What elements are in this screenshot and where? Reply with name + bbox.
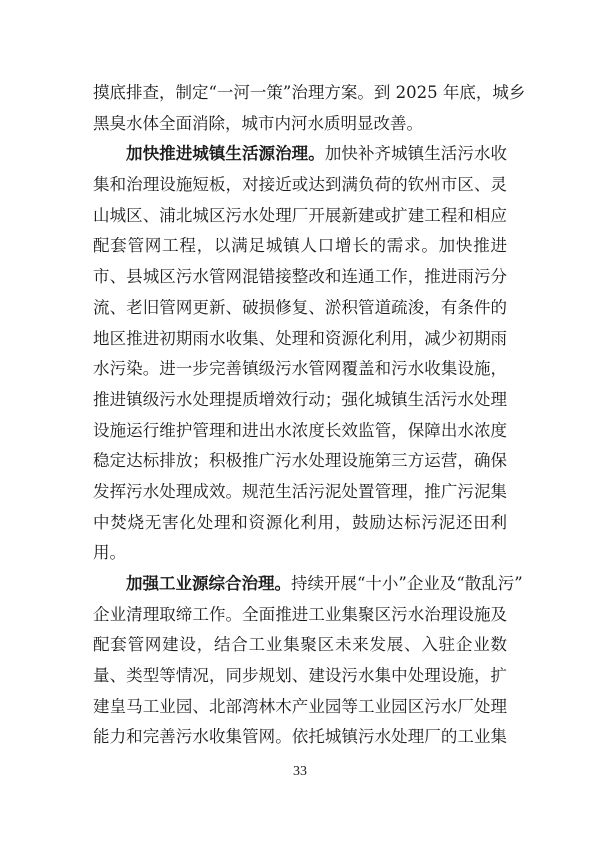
text-line: 配套管网工程，以满足城镇人口增长的需求。加快推进 bbox=[93, 236, 507, 256]
paragraph-black-odorous-water bbox=[93, 78, 526, 139]
text-line: 水污染。进一步完善镇级污水管网覆盖和污水收集设施， bbox=[93, 359, 507, 379]
text-line: 用。 bbox=[93, 543, 126, 563]
heading-rest-text: 持续开展“十小”企业及“散乱污” bbox=[291, 574, 523, 593]
paragraph-industrial-source bbox=[93, 569, 523, 753]
heading-rest-text: 加快补齐城镇生活污水收 bbox=[324, 144, 508, 164]
text-line: 建皇马工业园、北部湾林木产业园等工业园区污水厂处理 bbox=[93, 696, 507, 716]
paragraph-urban-domestic-source bbox=[93, 139, 507, 569]
text-line: 地区推进初期雨水收集、处理和资源化利用，减少初期雨 bbox=[93, 328, 507, 348]
text-line: 发挥污水处理成效。规范生活污泥处置管理，推广污泥集 bbox=[93, 481, 507, 501]
paragraph-heading: 加强工业源综合治理。 bbox=[126, 574, 291, 593]
text-line: 黑臭水体全面消除，城市内河水质明显改善。 bbox=[93, 113, 423, 133]
document-body bbox=[93, 78, 526, 753]
text-line: 集和治理设施短板，对接近或达到满负荷的钦州市区、灵 bbox=[93, 175, 507, 195]
text-line: 流、老旧管网更新、破损修复、淤积管道疏浚，有条件的 bbox=[93, 297, 507, 317]
text-line: 市、县城区污水管网混错接整改和连通工作，推进雨污分 bbox=[93, 267, 507, 287]
text-line: 量、类型等情况，同步规划、建设污水集中处理设施，扩 bbox=[93, 666, 507, 686]
text-line: 能力和完善污水收集管网。依托城镇污水处理厂的工业集 bbox=[93, 727, 507, 747]
text-line: 摸底排查，制定“一河一策”治理方案。到 2025 年底，城乡 bbox=[93, 83, 526, 102]
text-line: 企业清理取缔工作。全面推进工业集聚区污水治理设施及 bbox=[93, 604, 507, 624]
text-line: 设施运行维护管理和进出水浓度长效监管，保障出水浓度 bbox=[93, 420, 507, 440]
text-line: 山城区、浦北城区污水处理厂开展新建或扩建工程和相应 bbox=[93, 205, 507, 225]
text-line bbox=[93, 569, 523, 600]
text-line: 配套管网建设，结合工业集聚区未来发展、入驻企业数 bbox=[93, 635, 507, 655]
text-line bbox=[93, 139, 507, 170]
text-line: 稳定达标排放；积极推广污水处理设施第三方运营，确保 bbox=[93, 451, 507, 471]
text-line: 中焚烧无害化处理和资源化利用，鼓励达标污泥还田利 bbox=[93, 512, 507, 532]
paragraph-heading: 加快推进城镇生活源治理。 bbox=[126, 144, 325, 164]
page-number: 33 bbox=[293, 764, 307, 779]
text-line: 推进镇级污水处理提质增效行动；强化城镇生活污水处理 bbox=[93, 389, 507, 409]
